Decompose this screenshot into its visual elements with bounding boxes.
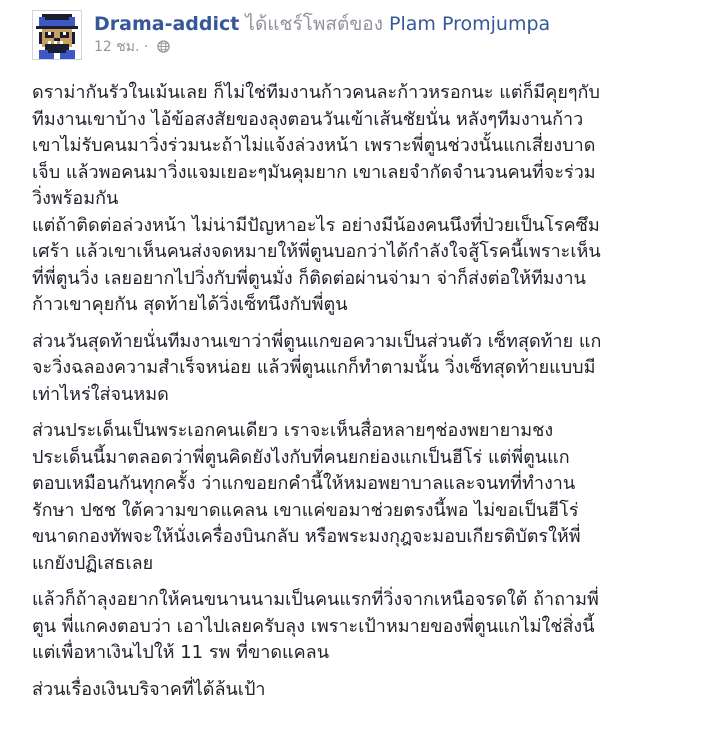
text-line: เท่าไหร่ใส่จนหมด bbox=[32, 383, 169, 405]
post-paragraph bbox=[32, 677, 682, 704]
text-line: ดราม่ากันรัวในเม้นเลย ก็ไม่ใช่ทีมงานก้าวคนละก้าวหรอกนะ แต่ก็มีคุยๆกับ bbox=[32, 82, 600, 103]
post-header bbox=[32, 10, 692, 70]
text-line: แกยังปฏิเสธเลย bbox=[32, 552, 154, 574]
pixel-skull-avatar-icon bbox=[33, 11, 81, 59]
text-line: ส่วนวันสุดท้ายนั่นทีมงานเขาว่าพี่ตูนแกขอความเป็นส่วนตัว เซ็ทสุดท้าย แก bbox=[32, 330, 602, 352]
post-meta bbox=[94, 12, 694, 58]
text-line: รักษา ปชช ใต้ความขาดแคลน เขาแค่ขอมาช่วยตรงนี้พอ ไม่ขอเป็นฮีโร่ bbox=[32, 499, 579, 521]
text-line: ทีมงานเขาบ้าง ไอ้ข้อสงสัยของลุงตอนวันเข้าเส้นชัยนั่น หลังๆทีมงานก้าว bbox=[32, 108, 584, 130]
text-line: เศร้า แล้วเขาเห็นคนส่งจดหมายให้พี่ตูนบอกว่าได้กำลังใจสู้โรคนี้เพราะเห็น bbox=[32, 241, 601, 262]
post-paragraph bbox=[32, 418, 682, 577]
post-paragraph bbox=[32, 80, 682, 319]
text-line: แต่เพื่อหาเงินไปให้ 11 รพ ที่ขาดแคลน bbox=[32, 642, 330, 663]
text-line: ตูน พี่แกคงตอบว่า เอาไปเลยครับลุง เพราะเป้าหมายของพี่ตูนแกไม่ใช่สิ่งนี้ bbox=[32, 615, 595, 637]
text-line: เขาไม่รับคนมาวิ่งร่วมนะถ้าไม่แจ้งล่วงหน้า เพราะพี่ตูนช่วงนั้นแกเสี่ยงบาด bbox=[32, 135, 596, 156]
text-line: ขนาดกองทัพจะให้นั่งเครื่องบินกลับ หรือพระมงกุฎจะมอบเกียรติบัตรให้พี่ bbox=[32, 526, 581, 547]
shared-verb: ได้แชร์โพสต์ของ bbox=[245, 13, 383, 35]
post-paragraph bbox=[32, 587, 682, 667]
text-line: ก้าวเขาคุยกัน สุดท้ายได้วิ่งเซ็ทนึงกับพี่ตูน bbox=[32, 294, 348, 315]
text-line: แล้วก็ถ้าลุงอยากให้คนขนานนามเป็นคนแรกที่วิ่งจากเหนือจรดใต้ ถ้าถามพี่ bbox=[32, 589, 599, 610]
text-line: ที่พี่ตูนวิ่ง เลยอยากไปวิ่งกับพี่ตูนมั่ง ก็ติดต่อผ่านจ่ามา จ่าก็ส่งต่อให้ทีมงาน bbox=[32, 267, 586, 289]
text-line: ประเด็นนี้มาตลอดว่าพี่ตูนคิดยังไงกับที่คนยกย่องแกเป็นฮีโร่ แต่พี่ตูนแก bbox=[32, 446, 570, 468]
text-line: จะวิ่งฉลองความสำเร็จหน่อย แล้วพี่ตูนแกก็ทำตามนั้น วิ่งเซ็ทสุดท้ายแบบมี bbox=[32, 357, 596, 378]
author-name-link[interactable]: Drama-addict bbox=[94, 13, 240, 35]
post-timestamp-link[interactable]: 12 ชม. bbox=[94, 39, 140, 55]
text-line: แต่ถ้าติดต่อล่วงหน้า ไม่น่ามีปัญหาอะไร อย่างมีน้องคนนึงที่ป่วยเป็นโรคซึม bbox=[32, 214, 600, 236]
post-headline bbox=[94, 12, 694, 36]
text-line: ส่วนประเด็นเป็นพระเอกคนเดียว เราจะเห็นสื่อหลายๆช่องพยายามชง bbox=[32, 420, 554, 441]
text-line: เจ็บ แล้วพอคนมาวิ่งแจมเยอะๆมันคุมยาก เขาเลยจำกัดจำนวนคนที่จะร่วม bbox=[32, 161, 596, 183]
post-subline bbox=[94, 38, 694, 58]
profile-avatar[interactable] bbox=[32, 10, 82, 60]
post-body bbox=[32, 80, 682, 703]
text-line: วิ่งพร้อมกัน bbox=[32, 188, 119, 209]
globe-icon[interactable] bbox=[157, 40, 170, 58]
original-owner-link[interactable]: Plam Promjumpa bbox=[389, 13, 551, 35]
text-line: ตอบเหมือนกันทุกครั้ง ว่าแกขอยกคำนี้ให้หมอพยาบาลและจนทที่ทำงาน bbox=[32, 473, 576, 494]
post-paragraph bbox=[32, 329, 682, 409]
meta-separator: · bbox=[143, 39, 149, 55]
text-line: ส่วนเรื่องเงินบริจาคที่ได้ล้นเป้า bbox=[32, 678, 266, 700]
